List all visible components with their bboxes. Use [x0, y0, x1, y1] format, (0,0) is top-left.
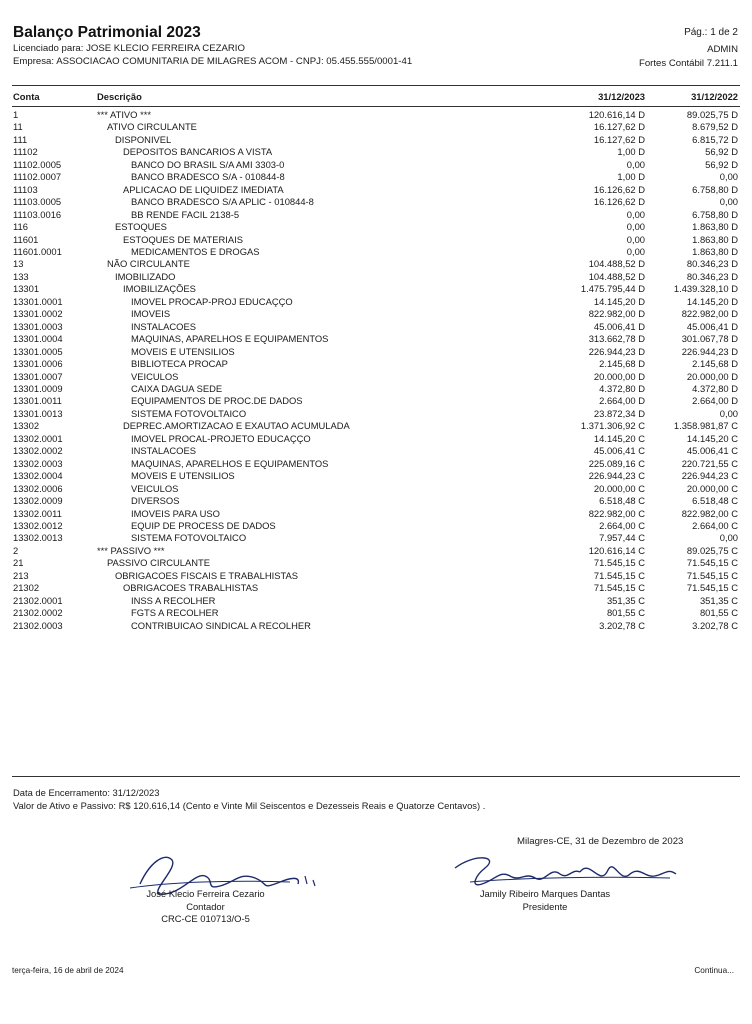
table-row [13, 383, 740, 395]
account-description: MOVEIS E UTENSILIOS [131, 345, 235, 357]
account-code: 13301.0004 [13, 333, 63, 345]
account-code: 11 [13, 121, 23, 133]
balance-2022: 1.863,80 D [692, 233, 738, 245]
account-description: BANCO BRADESCO S/A APLIC - 010844-8 [131, 196, 314, 208]
balance-2022: 80.346,23 D [686, 270, 738, 282]
table-header [13, 90, 740, 104]
col-code-header: Conta [13, 91, 40, 102]
balance-2022: 226.944,23 C [681, 470, 738, 482]
account-code: 13 [13, 258, 24, 270]
balance-2022: 1.358.981,87 C [673, 420, 738, 432]
header-divider [12, 85, 740, 86]
balance-2023: 822.982,00 C [588, 507, 645, 519]
page-number: Pág.: 1 de 2 [684, 27, 738, 38]
account-description: DISPONIVEL [115, 133, 172, 145]
account-code: 13302 [13, 420, 40, 432]
table-row [13, 532, 740, 544]
accountant-crc: CRC-CE 010713/O-5 [161, 913, 250, 924]
account-code: 133 [13, 270, 29, 282]
balance-2022: 6.518,48 C [692, 495, 738, 507]
account-description: IMOVEL PROCAL-PROJETO EDUCAÇÇO [131, 432, 311, 444]
balance-2022: 45.006,41 C [686, 445, 738, 457]
balance-table-body [13, 109, 740, 632]
account-code: 21302 [13, 582, 40, 594]
account-code: 13301.0001 [13, 295, 63, 307]
balance-2022: 301.067,78 D [681, 333, 738, 345]
balance-2022: 220.721,55 C [681, 457, 738, 469]
account-code: 13302.0003 [13, 457, 63, 469]
account-description: NÃO CIRCULANTE [107, 258, 190, 270]
account-description: OBRIGACOES TRABALHISTAS [123, 582, 259, 594]
balance-2023: 104.488,52 D [588, 258, 645, 270]
table-row [13, 607, 740, 619]
table-row [13, 595, 740, 607]
software-version: Fortes Contábil 7.211.1 [638, 58, 738, 69]
account-code: 13301.0006 [13, 358, 63, 370]
balance-2023: 1.475.795,44 D [580, 283, 645, 295]
account-code: 11103.0016 [13, 208, 62, 220]
account-description: BANCO DO BRASIL S/A AMI 3303-0 [131, 158, 285, 170]
account-description: ESTOQUES [115, 221, 167, 233]
footer-divider [12, 776, 740, 777]
balance-2022: 0,00 [719, 196, 738, 208]
balance-2023: 0,00 [626, 208, 645, 220]
table-row [13, 171, 740, 183]
table-row [13, 321, 740, 333]
table-row [13, 196, 740, 208]
balance-2023: 351,35 C [606, 594, 645, 606]
table-row [13, 246, 740, 258]
balance-2023: 3.202,78 C [599, 619, 645, 631]
account-code: 13301.0003 [13, 320, 63, 332]
signature-block-president [455, 888, 635, 913]
balance-2023: 120.616,14 C [588, 544, 645, 556]
table-row [13, 134, 740, 146]
accountant-name: José Klecio Ferreira Cezario [146, 888, 265, 899]
company-line: Empresa: ASSOCIACAO COMUNITARIA DE MILAGRES ACOM - CNPJ: 05.455.555/0001-41 [13, 56, 413, 67]
balance-2023: 801,55 C [606, 607, 645, 619]
col-desc-header: Descrição [97, 91, 142, 102]
balance-2023: 7.957,44 C [599, 532, 645, 544]
balance-2023: 0,00 [626, 158, 645, 170]
balance-2023: 226.944,23 D [588, 345, 645, 357]
account-code: 11102.0007 [13, 171, 62, 183]
balance-2022: 71.545,15 C [686, 582, 738, 594]
account-code: 11102.0005 [13, 158, 62, 170]
table-row [13, 308, 740, 320]
signature-block-accountant [118, 888, 293, 926]
balance-2022: 56,92 D [705, 158, 738, 170]
account-code: 13302.0004 [13, 470, 63, 482]
table-row [13, 420, 740, 432]
account-code: 13301.0005 [13, 345, 63, 357]
balance-2022: 6.758,80 D [692, 183, 738, 195]
balance-2022: 226.944,23 D [681, 345, 738, 357]
total-value-text: Valor de Ativo e Passivo: R$ 120.616,14 (Cento e Vinte Mil Seiscentos e Dezesseis Reais e Quatorze Centavos) . [13, 800, 486, 811]
account-code: 13301.0002 [13, 308, 63, 320]
account-description: BB RENDE FACIL 2138-5 [131, 208, 240, 220]
account-description: FGTS A RECOLHER [131, 607, 219, 619]
account-description: CONTRIBUICAO SINDICAL A RECOLHER [131, 619, 311, 631]
continues-label: Continua... [694, 966, 734, 975]
account-description: PASSIVO CIRCULANTE [107, 557, 210, 569]
balance-2023: 71.545,15 C [593, 557, 645, 569]
balance-2022: 0,00 [719, 532, 738, 544]
table-row [13, 159, 740, 171]
account-description: MAQUINAS, APARELHOS E EQUIPAMENTOS [131, 457, 329, 469]
account-description: INSTALACOES [131, 320, 196, 332]
table-row [13, 209, 740, 221]
balance-2023: 45.006,41 D [593, 320, 645, 332]
balance-2023: 20.000,00 D [593, 370, 645, 382]
report-title: Balanço Patrimonial 2023 [13, 24, 201, 41]
balance-2022: 3.202,78 C [692, 619, 738, 631]
balance-2023: 0,00 [626, 221, 645, 233]
balance-2022: 1.863,80 D [692, 245, 738, 257]
table-row [13, 333, 740, 345]
balance-2022: 822.982,00 C [681, 507, 738, 519]
table-row [13, 445, 740, 457]
balance-2023: 120.616,14 D [588, 109, 645, 120]
balance-2022: 0,00 [719, 171, 738, 183]
user-name: ADMIN [707, 44, 738, 55]
balance-2023: 6.518,48 C [599, 495, 645, 507]
account-code: 13302.0006 [13, 482, 63, 494]
table-row [13, 234, 740, 246]
account-description: SISTEMA FOTOVOLTAICO [131, 532, 247, 544]
balance-2023: 2.145,68 D [599, 358, 645, 370]
account-description: *** ATIVO *** [97, 109, 152, 120]
account-code: 11601.0001 [13, 245, 62, 257]
account-description: BANCO BRADESCO S/A - 010844-8 [131, 171, 285, 183]
account-description: INSS A RECOLHER [131, 594, 216, 606]
account-code: 116 [13, 221, 28, 233]
account-code: 13301.0009 [13, 382, 63, 394]
balance-2022: 89.025,75 D [686, 109, 738, 120]
closing-date: Data de Encerramento: 31/12/2023 [13, 787, 160, 798]
table-row [13, 258, 740, 270]
table-row [13, 109, 740, 121]
account-code: 13302.0001 [13, 432, 63, 444]
account-code: 21302.0001 [13, 594, 63, 606]
balance-2023: 1.371.306,92 C [580, 420, 645, 432]
account-code: 13302.0011 [13, 507, 62, 519]
account-code: 111 [13, 133, 28, 145]
balance-2022: 2.145,68 D [692, 358, 738, 370]
table-row [13, 395, 740, 407]
account-description: EQUIPAMENTOS DE PROC.DE DADOS [131, 395, 303, 407]
account-description: EQUIP DE PROCESS DE DADOS [131, 519, 276, 531]
balance-2022: 2.664,00 C [692, 519, 738, 531]
account-description: MOVEIS E UTENSILIOS [131, 470, 235, 482]
account-code: 13301 [13, 283, 40, 295]
balance-2022: 20.000,00 D [686, 370, 738, 382]
table-row [13, 296, 740, 308]
account-description: IMOVEIS PARA USO [131, 507, 220, 519]
account-code: 11103 [13, 183, 38, 195]
table-row [13, 346, 740, 358]
account-code: 13301.0013 [13, 407, 63, 419]
account-description: INSTALACOES [131, 445, 196, 457]
account-description: VEICULOS [131, 482, 179, 494]
table-row [13, 582, 740, 594]
account-code: 13302.0013 [13, 532, 63, 544]
account-code: 21302.0003 [13, 619, 63, 631]
account-code: 13302.0009 [13, 495, 63, 507]
account-description: MEDICAMENTOS E DROGAS [131, 245, 260, 257]
account-description: IMOVEL PROCAP-PROJ EDUCAÇÇO [131, 295, 293, 307]
balance-2022: 80.346,23 D [686, 258, 738, 270]
account-code: 13301.0011 [13, 395, 62, 407]
balance-2022: 20.000,00 C [686, 482, 738, 494]
table-row [13, 620, 740, 632]
balance-2022: 351,35 C [699, 594, 738, 606]
balance-2023: 822.982,00 D [588, 308, 645, 320]
table-row [13, 283, 740, 295]
account-description: IMOVEIS [131, 308, 171, 320]
account-code: 1 [13, 109, 19, 120]
balance-2022: 8.679,52 D [692, 121, 738, 133]
balance-2023: 20.000,00 C [593, 482, 645, 494]
balance-2022: 801,55 C [699, 607, 738, 619]
balance-2022: 1.863,80 D [692, 221, 738, 233]
table-row [13, 121, 740, 133]
licensed-to: Licenciado para: JOSE KLECIO FERREIRA CEZARIO [13, 43, 245, 54]
account-description: *** PASSIVO *** [97, 544, 165, 556]
balance-2022: 2.664,00 D [692, 395, 738, 407]
balance-2023: 2.664,00 C [599, 519, 645, 531]
table-row [13, 545, 740, 557]
balance-2023: 226.944,23 C [588, 470, 645, 482]
balance-2023: 16.126,62 D [593, 196, 645, 208]
account-description: SISTEMA FOTOVOLTAICO [131, 407, 247, 419]
table-row [13, 570, 740, 582]
balance-2022: 6.758,80 D [692, 208, 738, 220]
account-description: ATIVO CIRCULANTE [107, 121, 197, 133]
table-row [13, 408, 740, 420]
table-row [13, 520, 740, 532]
balance-2023: 1,00 D [617, 146, 645, 158]
table-row [13, 358, 740, 370]
table-row [13, 508, 740, 520]
balance-2023: 16.126,62 D [593, 183, 645, 195]
balance-2023: 104.488,52 D [588, 270, 645, 282]
table-row [13, 557, 740, 569]
table-row [13, 271, 740, 283]
balance-2023: 16.127,62 D [593, 121, 645, 133]
account-description: IMOBILIZAÇÕES [123, 283, 196, 295]
account-description: DEPOSITOS BANCARIOS A VISTA [123, 146, 273, 158]
balance-2022: 71.545,15 C [686, 557, 738, 569]
place-and-date: Milagres-CE, 31 de Dezembro de 2023 [517, 836, 684, 847]
balance-2022: 6.815,72 D [692, 133, 738, 145]
balance-2022: 71.545,15 C [686, 569, 738, 581]
balance-2023: 14.145,20 D [593, 295, 645, 307]
balance-2022: 14.145,20 C [686, 432, 738, 444]
balance-2023: 0,00 [626, 233, 645, 245]
balance-2023: 71.545,15 C [593, 582, 645, 594]
balance-2023: 45.006,41 C [593, 445, 645, 457]
account-description: OBRIGACOES FISCAIS E TRABALHISTAS [115, 569, 299, 581]
president-role: Presidente [522, 900, 568, 912]
table-row [13, 184, 740, 196]
account-code: 2 [13, 544, 19, 556]
account-description: DEPREC.AMORTIZACAO E EXAUTAO ACUMULADA [123, 420, 350, 432]
account-description: MAQUINAS, APARELHOS E EQUIPAMENTOS [131, 333, 329, 345]
account-description: APLICACAO DE LIQUIDEZ IMEDIATA [123, 183, 284, 195]
accountant-role: Contador [186, 900, 225, 912]
account-code: 13302.0012 [13, 519, 63, 531]
table-row [13, 433, 740, 445]
table-header-divider [12, 106, 740, 107]
account-code: 13302.0002 [13, 445, 63, 457]
balance-2023: 23.872,34 D [593, 407, 645, 419]
account-description: ESTOQUES DE MATERIAIS [123, 233, 243, 245]
balance-2023: 14.145,20 C [593, 432, 645, 444]
table-row [13, 221, 740, 233]
account-code: 213 [13, 569, 29, 581]
col-2023-header: 31/12/2023 [598, 91, 645, 102]
table-row [13, 483, 740, 495]
balance-2023: 4.372,80 D [599, 382, 645, 394]
balance-2023: 313.662,78 D [588, 333, 645, 345]
table-row [13, 470, 740, 482]
col-2022-header: 31/12/2022 [691, 91, 738, 102]
table-row [13, 146, 740, 158]
president-name: Jamily Ribeiro Marques Dantas [479, 888, 611, 899]
balance-2022: 14.145,20 D [686, 295, 738, 307]
account-code: 21 [13, 557, 24, 569]
print-date: terça-feira, 16 de abril de 2024 [12, 966, 124, 975]
balance-2023: 71.545,15 C [593, 569, 645, 581]
balance-2022: 45.006,41 D [686, 320, 738, 332]
account-code: 11102 [13, 146, 38, 158]
balance-2022: 0,00 [719, 407, 738, 419]
balance-2022: 56,92 D [705, 146, 738, 158]
balance-2022: 822.982,00 D [681, 308, 738, 320]
account-description: VEICULOS [131, 370, 179, 382]
account-code: 11103.0005 [13, 196, 62, 208]
balance-2023: 1,00 D [617, 171, 645, 183]
table-row [13, 495, 740, 507]
table-row [13, 458, 740, 470]
account-description: IMOBILIZADO [115, 270, 176, 282]
account-code: 21302.0002 [13, 607, 63, 619]
account-description: CAIXA DAGUA SEDE [131, 382, 223, 394]
balance-2023: 0,00 [626, 245, 645, 257]
balance-2022: 1.439.328,10 D [673, 283, 738, 295]
balance-2022: 4.372,80 D [692, 382, 738, 394]
balance-2023: 2.664,00 D [599, 395, 645, 407]
balance-2023: 16.127,62 D [593, 133, 645, 145]
account-description: DIVERSOS [131, 495, 180, 507]
account-description: BIBLIOTECA PROCAP [131, 358, 228, 370]
table-row [13, 371, 740, 383]
account-code: 11601 [13, 233, 39, 245]
balance-2023: 225.089,16 C [588, 457, 645, 469]
account-code: 13301.0007 [13, 370, 63, 382]
balance-2022: 89.025,75 C [686, 544, 738, 556]
